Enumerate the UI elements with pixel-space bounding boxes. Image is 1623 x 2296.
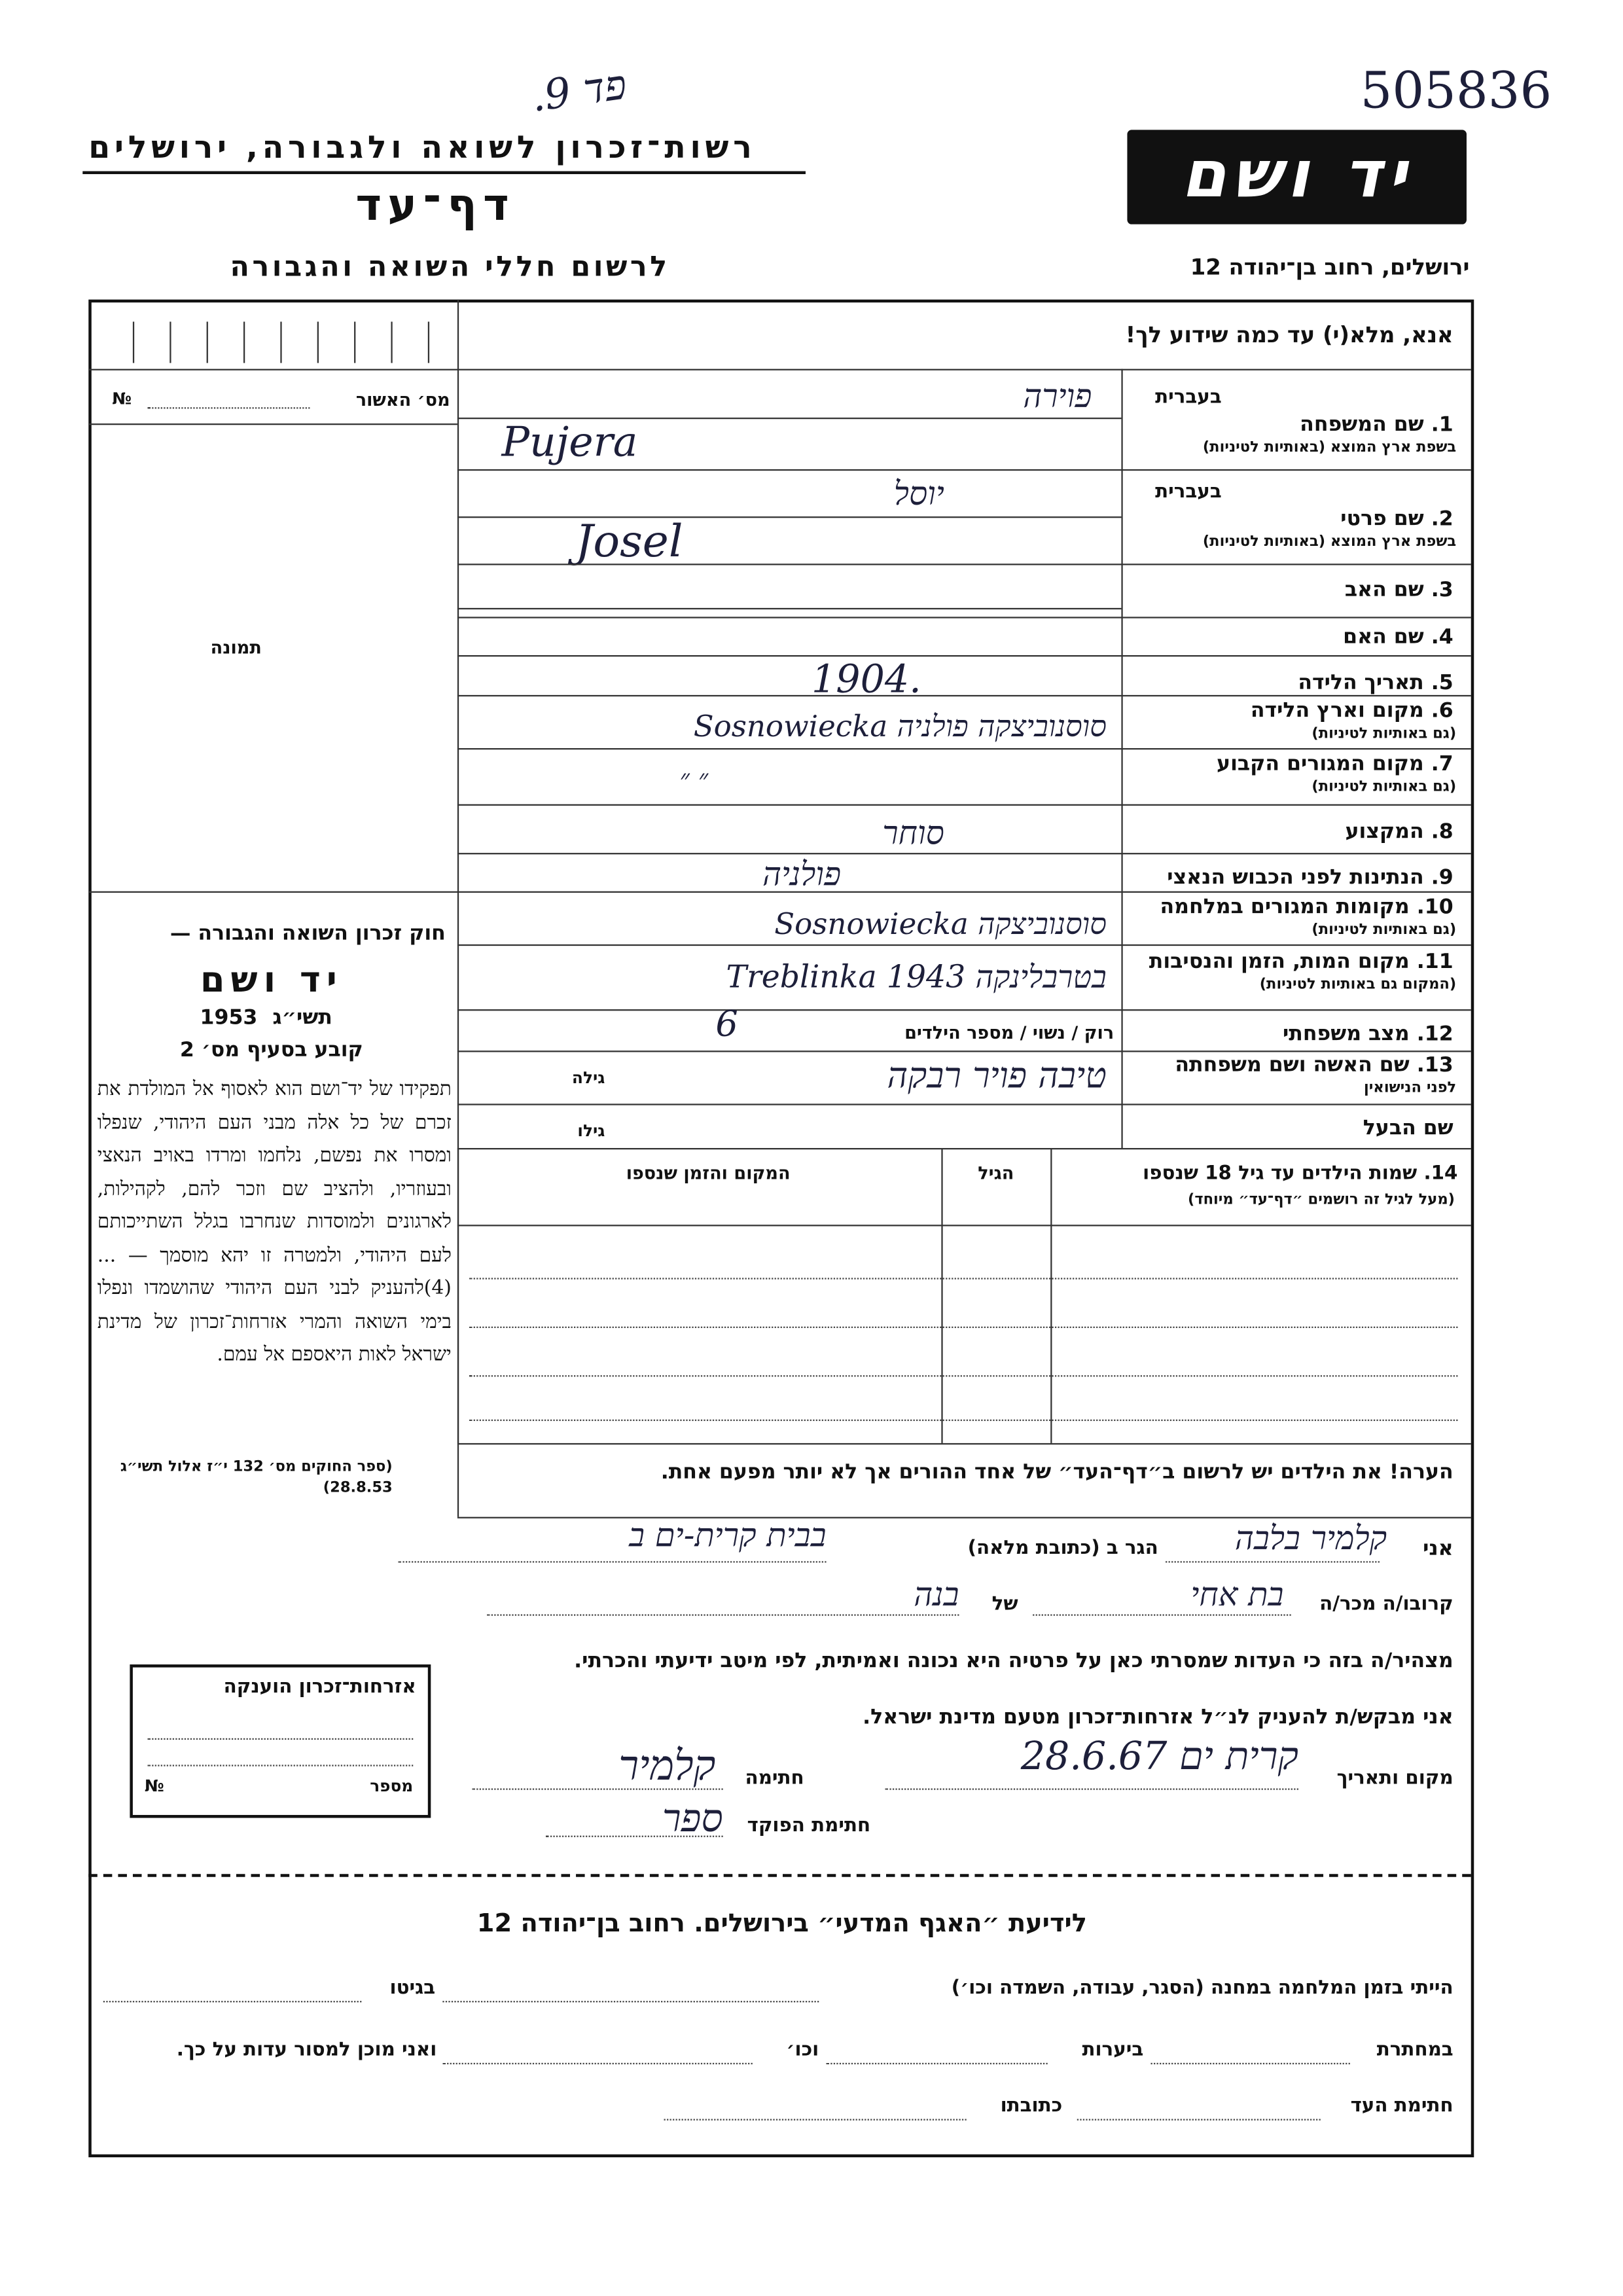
- field-13-value[interactable]: טיבה פויר רבקה: [887, 1054, 1107, 1097]
- law-year-hebrew: תשי״ג: [272, 1006, 332, 1030]
- approval-number-sign: №: [112, 389, 132, 409]
- children-section-label: 14. שמות הילדים עד גיל 18 שנספו: [1143, 1162, 1458, 1185]
- law-title: חוק זכרון השואה והגבורה —: [169, 922, 446, 946]
- children-age-header: הגיל: [978, 1162, 1014, 1184]
- field-6-value[interactable]: סוסנוביצקה פולניה Sosnowiecka: [693, 708, 1107, 744]
- field-1-label: 1. שם המשפחה: [1300, 413, 1454, 437]
- field-2-label: 2. שם פרטי: [1340, 507, 1454, 531]
- approval-number-label: מס׳ האשור: [355, 389, 450, 410]
- law-name: יד ושם: [200, 959, 343, 1001]
- field-5-label: 5. תאריך הלידה: [1298, 671, 1454, 695]
- resides-label: הגר ב (כתובת מלאה): [967, 1537, 1158, 1560]
- husband-age-label: גילו: [577, 1121, 605, 1141]
- page-title: דף־עד: [355, 180, 515, 232]
- field-13-label: 13. שם האשה ושם משפחתה: [1175, 1053, 1454, 1077]
- approval-number-boxes[interactable]: [103, 321, 450, 363]
- footer-underground-label: במחתרת: [1376, 2039, 1454, 2062]
- field-1-sub-origin: בשפת ארץ המוצא (באותיות לטיניות): [1202, 439, 1457, 456]
- declaration-statement: מצהיר/ה בזה כי העדות שמסרתי כאן על פרטיה היא נכונה ואמיתית, לפי מיטב ידיעתי והכרתי.: [574, 1649, 1454, 1674]
- declarant-name[interactable]: קלמיר בלבה: [1234, 1521, 1387, 1558]
- footer-divider: [88, 1874, 1471, 1877]
- field-11-value[interactable]: Treblinka 1943 בטרבלינקה: [726, 959, 1107, 995]
- field-10-sub: (גם באותיות לטיניות): [1311, 922, 1457, 939]
- footer-address-label: כתובתו: [1000, 2095, 1063, 2118]
- place-date-value[interactable]: קרית ים 28.6.67: [1020, 1735, 1298, 1780]
- citizenship-box: [130, 1664, 431, 1818]
- footer-ghetto-label: בגיטו: [389, 1977, 436, 2000]
- place-date-label: מקום ותאריך: [1336, 1767, 1454, 1790]
- photo-area[interactable]: [92, 425, 455, 912]
- children-place-header: המקום והזמן שנספו: [626, 1162, 791, 1184]
- field-2-sub-origin: בשפת ארץ המוצא (באותיות לטיניות): [1202, 534, 1457, 550]
- marital-status-options[interactable]: רוק / נשוי / מספר הילדים: [904, 1022, 1115, 1043]
- note-text: הערה! את הילדים יש לרשום ב״דף־העד״ של אחד ההורים אך לא יותר מפעם אחת.: [660, 1460, 1454, 1485]
- signature-value[interactable]: קלמיר: [618, 1741, 716, 1790]
- stamp-text: פד 9.: [527, 60, 630, 122]
- declarant-address[interactable]: בבית קרית-ים ב: [629, 1518, 827, 1556]
- law-year: 1953: [200, 1006, 258, 1030]
- law-citation: (ספר החוקים מס׳ 132 י״ז אלול תשי״ג 28.8.53): [120, 1459, 393, 1497]
- field-13-sub: לפני הנישואין: [1364, 1080, 1457, 1097]
- signature-label: חתימה: [745, 1767, 804, 1790]
- field-7-value[interactable]: ״ ״: [679, 764, 709, 796]
- page-subtitle: לרשום חללי השואה והגבורה: [230, 251, 670, 283]
- field-10-value[interactable]: סוסנוביצקה Sosnowiecka: [774, 906, 1107, 942]
- field-6-label: 6. מקום וארץ הלידה: [1250, 699, 1454, 723]
- field-9-value[interactable]: פולניה: [762, 857, 842, 895]
- field-11-label: 11. מקום המות, הזמן והנסיבות: [1149, 950, 1454, 974]
- archive-number: 505836: [1360, 62, 1552, 121]
- footer-willing-label: ואני מוכן למסור עדות על כך.: [176, 2039, 437, 2062]
- field-8-label: 8. המקצוע: [1345, 820, 1454, 844]
- children-section-sub: (מעל לגיל זה רושמים ״דף־עד״ מיוחד): [1188, 1192, 1455, 1209]
- field-2-value-origin[interactable]: Josel: [575, 516, 683, 568]
- footer-forests-label: ביערות: [1082, 2039, 1144, 2062]
- field-3-label: 3. שם האב: [1344, 578, 1454, 602]
- yad-vashem-logo: [1127, 130, 1467, 224]
- field-2-sub-hebrew: בעברית: [1155, 480, 1222, 503]
- field-1-sub-hebrew: בעברית: [1155, 386, 1222, 409]
- declaration-request: אני מבקש/ת להעניק לנ״ל אזרחות־זכרון מטעם מדינת ישראל.: [863, 1706, 1454, 1730]
- footer-witness-signature-label: חתימת העד: [1350, 2095, 1454, 2118]
- intro-instruction: אנא, מלא(י) עד כמה שידוע לך!: [1125, 321, 1454, 349]
- citizenship-number-sign: №: [144, 1776, 164, 1796]
- field-6-sub: (גם באותיות לטיניות): [1311, 726, 1457, 743]
- law-body: תפקידו של יד־ושם הוא לאסוף אל המולדת את זכרם של כל אלה מבני העם היהודי, שנפלו ומסרו את נפשם, נלחמו ומרדו באויב הנאצי ובעוזריו, ולהציב שם וזכר להם, לקהילות, לארגונים ולמוסדות שנחרבו בגלל השתייכותם לעם היהודי, ולמטרה זו יהא מוסמך — ...(4)להעניק לבני העם היהודי שהושמדו ונפלו בימי השואה והמרי אזרחות־זכרון של מדינת ישראל לאות היאספם אל עמם.: [97, 1079, 452, 1367]
- field-10-label: 10. מקומות המגורים במלחמה: [1160, 895, 1454, 920]
- citizenship-number-label: מספר: [370, 1776, 414, 1796]
- photo-label: תמונה: [210, 637, 262, 658]
- field-7-sub: (גם באותיות לטיניות): [1311, 779, 1457, 796]
- relative-label: קרובו/ה מכר/ה: [1319, 1593, 1454, 1616]
- field-8-value[interactable]: סוחר: [882, 816, 944, 853]
- declarant-label: אני: [1423, 1537, 1454, 1562]
- footer-heading: לידיעת ״האגף המדעי״ בירושלים. רחוב בן־יהודה 12: [476, 1909, 1087, 1939]
- field-11-sub: (המקום גם באותיות לטיניות): [1259, 977, 1457, 994]
- authority-name: רשות־זכרון לשואה ולגבורה, ירושלים: [88, 130, 757, 166]
- footer-etc-label: וכו׳: [786, 2039, 819, 2062]
- footer-camp-label: הייתי בזמן המלחמה במחנה (הסגר, עבודה, השמדה וכו׳): [951, 1977, 1454, 2000]
- field-2-value-hebrew[interactable]: יוסל: [893, 476, 944, 514]
- field-1-value-hebrew[interactable]: פוירה: [1023, 379, 1092, 416]
- law-clause: קובע בסעיף מס׳ 2: [179, 1039, 363, 1063]
- of-label: של: [991, 1593, 1018, 1616]
- relation-value[interactable]: בת אחי: [1190, 1577, 1284, 1615]
- children-count[interactable]: 6: [715, 1003, 738, 1045]
- field-12-label: 12. מצב משפחתי: [1282, 1022, 1454, 1047]
- citizenship-title: אזרחות־זכרון הוענקה: [223, 1676, 416, 1698]
- official-signature-label: חתימת הפוקד: [747, 1815, 871, 1837]
- field-5-value[interactable]: 1904.: [811, 658, 921, 703]
- institution-address: ירושלים, רחוב בן־יהודה 12: [1190, 253, 1470, 281]
- field-4-label: 4. שם האם: [1343, 625, 1454, 649]
- of-value[interactable]: בנה: [914, 1577, 959, 1615]
- field-7-label: 7. מקום המגורים הקבוע: [1217, 752, 1454, 776]
- official-signature[interactable]: ספר: [662, 1797, 723, 1842]
- field-1-value-origin[interactable]: Pujera: [501, 418, 638, 467]
- field-9-label: 9. הנתינות לפני הכבוש הנאצי: [1167, 866, 1454, 890]
- husband-label: שם הבעל: [1363, 1117, 1454, 1141]
- logo-text: יד ושם: [1181, 137, 1413, 213]
- wife-age-label: גילה: [571, 1068, 605, 1088]
